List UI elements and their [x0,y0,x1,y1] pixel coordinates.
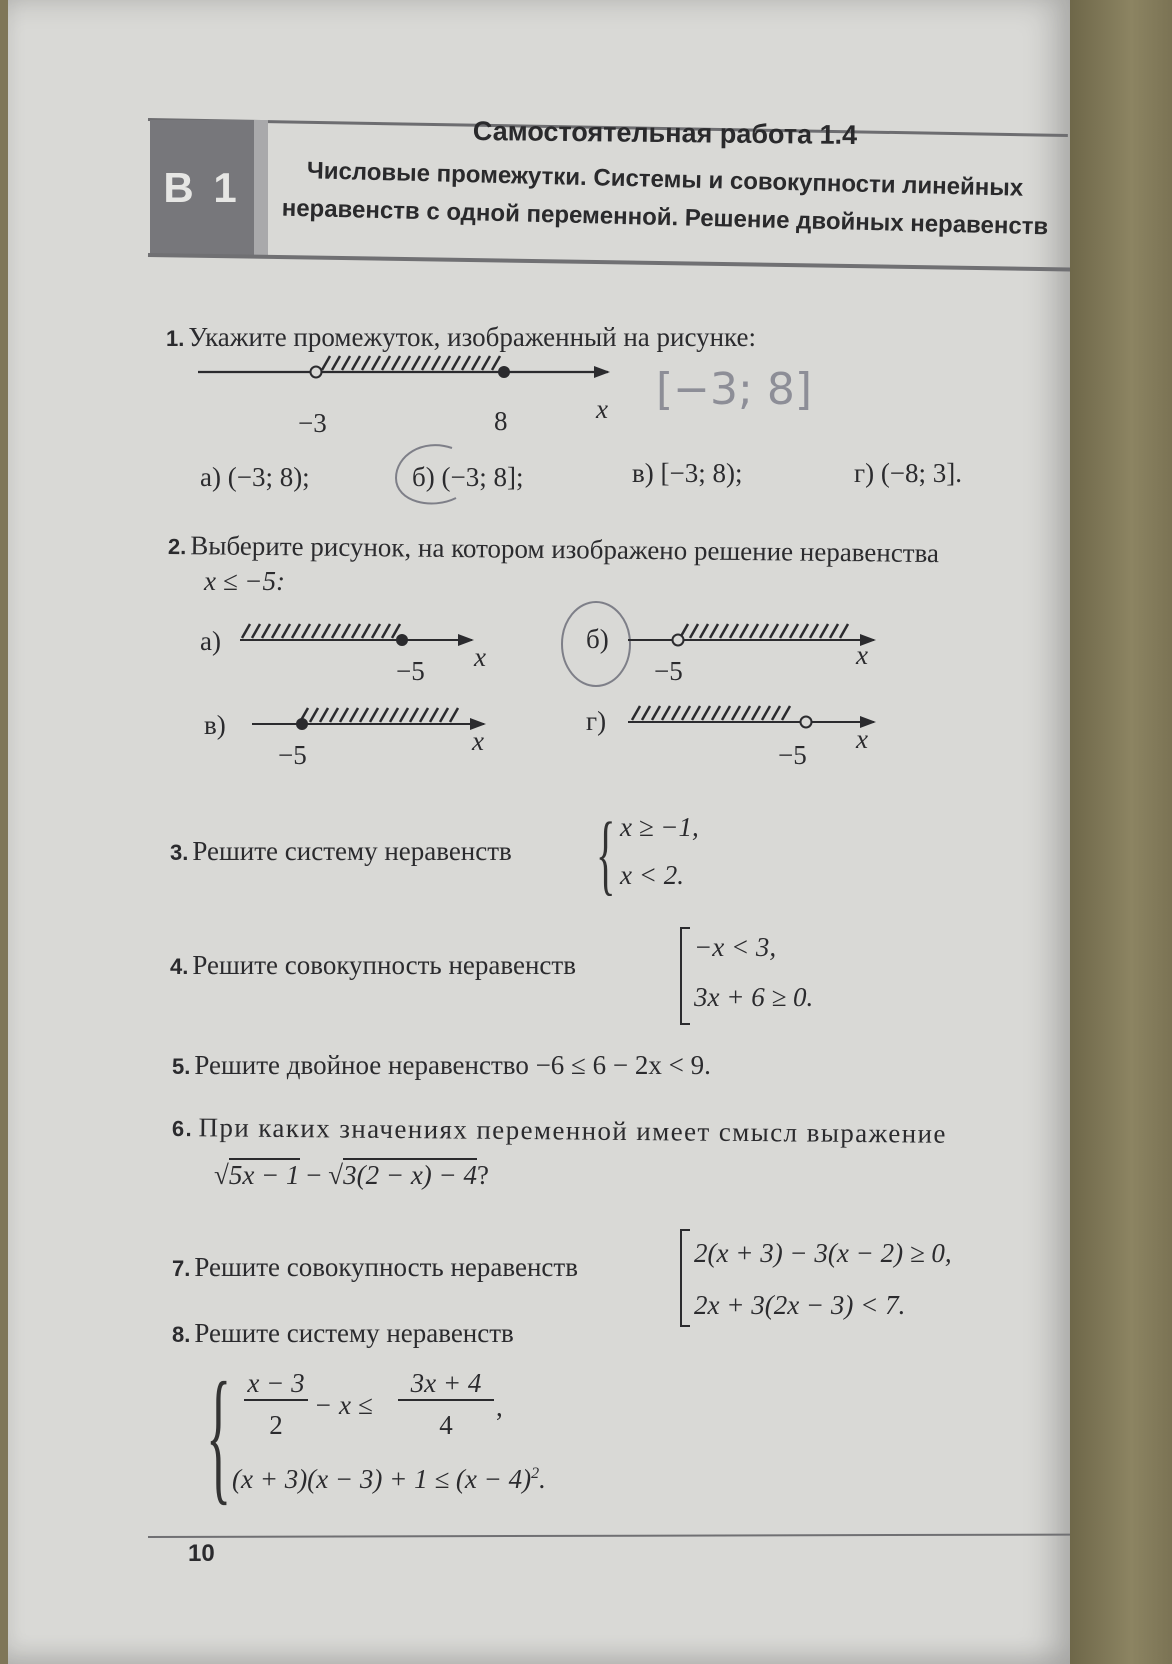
question-text: При каких значениях переменной имеет смысл выражение [198,1112,947,1149]
q2-option-d-label[interactable]: г) [586,706,607,736]
q8-exponent: 2 [531,1465,540,1482]
q6-expression [214,1160,489,1191]
q1-option-a[interactable]: а) (−3; 8); [200,462,310,492]
q2-option-a-label[interactable]: а) [200,626,221,656]
question-number: 3. [170,840,189,865]
q2-option-a-var: x [474,642,486,672]
q2-option-b-point: −5 [654,656,683,686]
q2-option-d-line[interactable] [628,702,884,742]
q8-frac2-num: 3x + 4 [398,1368,494,1401]
worksheet-subtitle-1: Числовые промежутки. Системы и совокупности линейных [306,157,1024,202]
q1-axis-left: −3 [298,408,327,438]
question-text: Решите совокупность неравенств [192,950,576,980]
q1-axis-right: 8 [494,406,508,436]
q8-frac1-den: 2 [269,1410,283,1440]
q2-option-c-point: −5 [278,740,307,770]
system-brace: { [206,1352,232,1518]
q1-option-c[interactable]: в) [−3; 8); [632,458,743,488]
question-1 [166,322,756,353]
question-text: Решите совокупность неравенств [194,1252,578,1282]
q1-answer-circle [392,442,482,512]
worksheet-title: Самостоятельная работа 1.4 [472,115,858,151]
next-page-edge [1070,0,1172,1664]
q8-end: . [539,1464,546,1494]
question-2 [168,530,939,569]
q8-frac1-num: x − 3 [244,1368,308,1401]
question-5 [172,1050,711,1081]
q2-option-b-var: x [856,640,868,670]
collection-bracket [678,926,692,1026]
q3-line-1: x ≥ −1, [620,812,699,842]
question-number: 4. [170,954,189,979]
question-8 [172,1318,514,1349]
question-number: 1. [166,326,185,351]
handwritten-answer: [−3; 8] [656,364,812,415]
question-6 [172,1112,947,1150]
q8-line-2-text: (x + 3)(x − 3) + 1 ≤ (x − 4) [232,1464,532,1494]
q2-option-d-point: −5 [778,740,807,770]
question-text: Решите двойное неравенство −6 ≤ 6 − 2x < 9. [194,1050,711,1080]
question-text: Решите систему неравенств [192,836,512,866]
q2-option-a-point: −5 [396,656,425,686]
question-7 [172,1252,578,1283]
q6-radicand-a: 5x − 1 [228,1160,300,1190]
question-text: Решите систему неравенств [194,1318,514,1348]
q1-option-b[interactable]: б) (−3; 8]; [412,462,524,492]
question-4 [170,950,576,981]
q2-option-c-label[interactable]: в) [204,710,226,740]
q8-comma: , [496,1392,503,1422]
q1-option-d[interactable]: г) (−8; 3]. [854,458,963,488]
sqrt-icon: √ [328,1160,344,1190]
question-text: Выберите рисунок, на котором изображено решение неравенства [190,530,940,569]
question-number: 7. [172,1256,191,1281]
q2-answer-circle [556,598,636,694]
question-text: Укажите промежуток, изображенный на рисунке: [188,322,756,352]
q8-frac2-den: 4 [439,1410,453,1440]
header-bottom-rule [148,253,1070,272]
variant-badge: В 1 [150,120,254,256]
q6-question-mark: ? [477,1160,489,1190]
q2-option-c-var: x [472,726,484,756]
sqrt-icon: √ [214,1160,229,1190]
header-divider [254,120,268,256]
q4-line-2: 3x + 6 ≥ 0. [694,982,814,1012]
question-number: 2. [167,534,187,560]
q1-axis-var: x [596,394,608,424]
collection-bracket [678,1228,692,1328]
page-number: 10 [188,1540,215,1567]
footer-rule [148,1534,1070,1538]
question-number: 5. [172,1054,191,1079]
q2-option-c-line[interactable] [252,702,492,742]
q2-inequality: x ≤ −5: [204,566,286,596]
q2-option-a-line[interactable] [240,620,480,660]
q7-line-1: 2(x + 3) − 3(x − 2) ≥ 0, [694,1238,952,1268]
q6-minus: − [306,1160,322,1190]
question-number: 6. [171,1116,194,1142]
q6-radicand-b: 3(2 − x) − 4 [343,1160,478,1190]
question-3 [170,836,512,867]
q8-middle: − x ≤ [314,1390,373,1420]
q1-number-line [198,350,638,400]
system-brace: { [596,805,616,904]
question-number: 8. [172,1322,191,1347]
workbook-page [8,0,1070,1664]
q8-line-2 [232,1464,546,1495]
q2-option-b-label[interactable]: б) [586,624,609,654]
worksheet-subtitle-2: неравенств с одной переменной. Решение двойных неравенств [281,194,1049,241]
q3-line-2: x < 2. [620,860,684,890]
q7-line-2: 2x + 3(2x − 3) < 7. [694,1290,906,1320]
q4-line-1: −x < 3, [694,932,777,962]
q2-option-d-var: x [856,724,868,754]
q2-option-b-line[interactable] [628,620,884,660]
